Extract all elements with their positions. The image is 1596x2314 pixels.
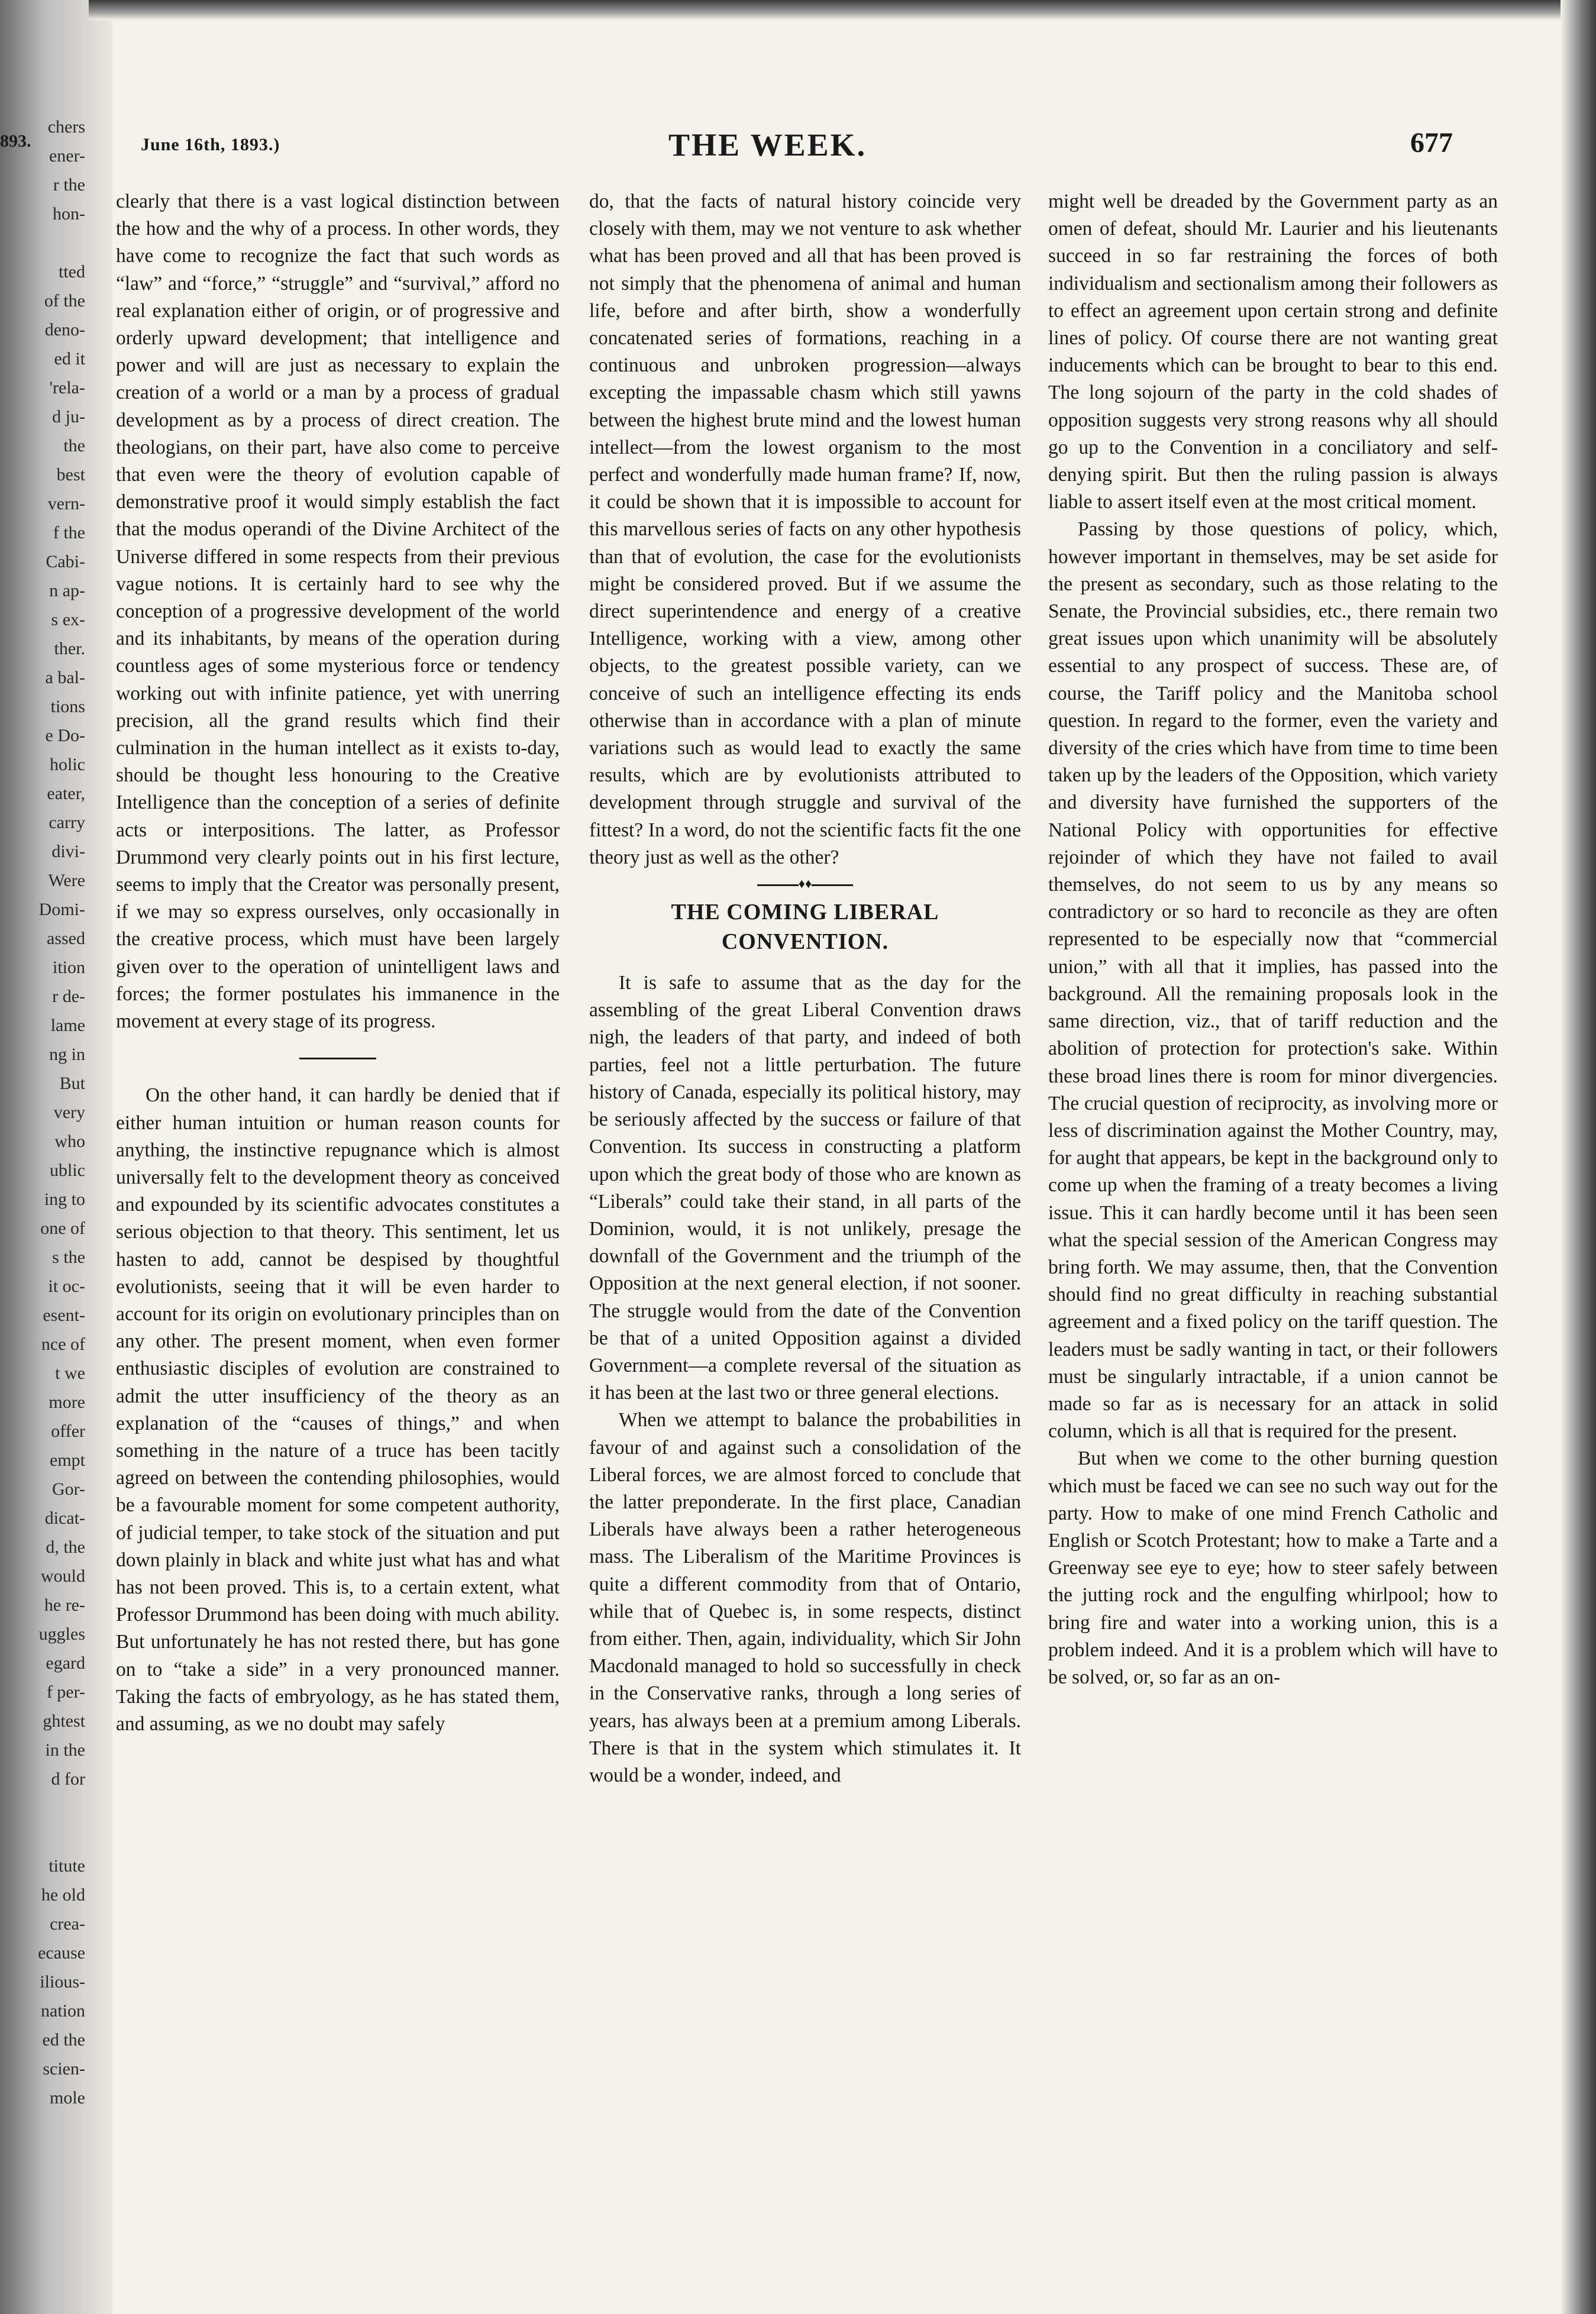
previous-page-fragment: empt [50,1450,85,1470]
previous-page-fragment: ther. [54,639,85,658]
right-page-edge [1561,0,1596,2314]
previous-page-fragment: one of [40,1219,85,1238]
previous-page-fragment: lame [50,1016,85,1035]
column-2-paragraph-top: do, that the facts of natural history coincide very closely with them, may we not venture to ask whether what has been proved and all that has been proved is not simply that the phenomena of animal and human life, before and after birth, show a wonderfully concatenated series of formations, reaching in a continuous and unbroken progression—always excepting the impassable chasm which still yawns between the highest brute mind and the lowest human intellect—from the lowest organism to the most perfect and wonderfully made human frame? If, now, it could be shown that it is impossible to account for this marvellous series of facts on any other hypothesis than that of evolution, the case for the evolutionists might be considered proved. But if we assume the direct superintendence and energy of a creative Intelligence, working with a view, among other objects, to the greatest possible variety, can we conceive of such an intelligence effecting its ends otherwise than in accordance with a plan of minute variations such as would lead to exactly the same results, which are by evolutionists attributed to development through struggle and survival of the fittest? In a word, do not the scientific facts fit the one theory just as well as the other? [589,190,1021,868]
previous-page-year: 893. [0,131,31,151]
column-2 [589,188,1021,2294]
column-1 [116,188,560,2294]
previous-page-fragment: e Do- [45,726,85,745]
top-page-edge [89,0,1596,20]
previous-page-fragment: But [59,1074,85,1093]
previous-page-fragment: t we [55,1363,85,1383]
previous-page-fragment: esent- [43,1305,85,1325]
previous-page-fragment [0,1793,89,1822]
column-3 [1048,188,1498,2294]
previous-page-fragment: who [54,1132,85,1151]
previous-page-fragment: assed [47,929,85,948]
previous-page-fragment: very [53,1103,85,1122]
previous-page-fragment [0,228,89,257]
previous-page-fragment: more [49,1392,85,1412]
previous-page-fragment: in the [45,1740,85,1760]
previous-page-fragment: f per- [46,1682,85,1702]
previous-page-fragment: eater, [47,784,85,803]
column-2-paragraph-1: It is safe to assume that as the day for the assembling of the great Liberal Convention draws nigh, the leaders of that party, and indeed of both parties, feel not a little perturbation. The future history of Canada, especially its political history, may be seriously affected by the success or failure of that Convention. Its success in constructing a platform upon which the great body of those who are known as “Liberals” could take their stand, in all parts of the Dominion, would, it is not unlikely, presage the downfall of the Government and the triumph of the Opposition at the next general election, if not sooner. The struggle would from the date of the Convention be that of a united Opposition against a divided Government—a complete reversal of the situation as it has been at the last two or three general elections. [589,972,1021,1404]
previous-page-fragment: scien- [43,2059,85,2079]
publication-title: THE WEEK. [668,127,867,163]
previous-page-fragment: f the [53,523,85,542]
previous-page-fragment: ilious- [40,1972,85,1992]
previous-page-fragment: he re- [44,1595,85,1615]
previous-page-fragment: he old [41,1885,85,1905]
previous-page-fragment: tted [59,262,85,282]
section-heading: THE COMING LIBERAL CONVENTION. [671,900,939,955]
page-number: 677 [1410,127,1453,159]
previous-page-margin [0,112,89,2301]
previous-page-fragment: r de- [52,987,85,1006]
previous-page-fragment: ghtest [43,1711,85,1731]
previous-page-fragment: ecause [38,1943,85,1963]
previous-page-fragment: ng in [49,1045,85,1064]
previous-page-fragment: chers [47,117,85,137]
previous-page-fragment: holic [50,755,85,774]
previous-page-fragment: the [63,436,85,455]
previous-page-fragment: s ex- [51,610,85,629]
previous-page-fragment: of the [44,291,85,311]
previous-page-fragment: hon- [53,204,85,224]
previous-page-fragment: tions [50,697,85,716]
previous-page-fragment: dicat- [44,1508,85,1528]
column-2-paragraph-2: When we attempt to balance the probabilities in favour of and against such a consolidation of the Liberal forces, we are almost forced to conclude that the latter preponderate. In the first place, Canadian Liberals have always been a rather heterogeneous mass. The Liberalism of the Maritime Provinces is quite a different commodity from that of Ontario, while that of Quebec is, in some respects, distinct from either. Then, again, individuality, which Sir John Macdonald managed to hold so successfully in check in the Conservative ranks, through a long series of years, has always been at a premium among Liberals. There is that in the system which stimulates it. It would be a wonder, indeed, and [589,1409,1021,1786]
previous-page-fragment: 'rela- [49,378,85,397]
previous-page-fragment: a bal- [45,668,85,687]
previous-page-fragment: divi- [51,842,85,861]
previous-page-fragment: ener- [49,146,85,166]
previous-page-fragment: s the [52,1248,85,1267]
section-rule [299,1058,376,1059]
previous-page-fragment: it oc- [48,1276,85,1296]
previous-page-fragment: Were [48,871,85,890]
previous-page-fragment: d for [51,1769,85,1789]
previous-page-fragment: uggles [38,1624,85,1644]
previous-page-fragment [0,1822,89,1851]
previous-page-fragment: Domi- [38,900,85,919]
previous-page-fragment: mole [50,2088,85,2108]
column-3-paragraph-2: Passing by those questions of policy, which, however important in themselves, may be set aside for the present as secondary, such as those relating to the Senate, the Provincial subsidies, etc., there remain two great issues upon which unanimity will be absolutely essential to any prospect of success. These are, of course, the Tariff policy and the Manitoba school question. In regard to the former, even the variety and diversity of the cries which have from time to time been taken up by the leaders of the Opposition, which variety and diversity have furnished the supporters of the National Policy with opportunities for effective rejoinder of which they have not failed to avail themselves, do not seem to us by any means so contradictory or so hard to reconcile as they are often represented to be especially now that “commercial union,” with all that it implies, has passed into the background. All the remaining proposals look in the same direction, viz., that of tariff reduction and the abolition of protection for protection's sake. Within these broad lines there is room for minor divergencies. The crucial question of reciprocity, as involving more or less of discrimination against the Mother Country, may, for aught that appears, be kept in the background only to come up when the framing of a treaty becomes a living issue. This it can hardly become until it has been seen what the special session of the American Congress may bring forth. We may assume, then, that the Convention should find no great difficulty in reaching substantial agreement and a fixed policy on the tariff question. The leaders must be sadly wanting in tact, or their followers must be singularly intractable, if a union cannot be made so far as is necessary for an attack in solid column, which is all that is required for the present. [1048,518,1498,1443]
previous-page-fragment: would [41,1566,85,1586]
previous-page-fragment: best [56,465,85,484]
previous-page-fragment: offer [51,1421,85,1441]
previous-page-fragment: titute [49,1856,85,1876]
previous-page-fragment: Gor- [51,1479,85,1499]
column-3-paragraph-1: might well be dreaded by the Government party as an omen of defeat, should Mr. Laurier and his lieutenants succeed in so far restraining the forces of both individualism and sectionalism among their followers as to effect an agreement upon certain strong and definite lines of policy. Of course there are not wanting great inducements which can be brought to bear to this end. The long sojourn of the party in the cold shades of opposition suggests very strong reasons why all should go up to the Convention in a conciliatory and self-denying spirit. But then the ruling passion is always liable to assert itself even at the most critical moment. [1048,190,1498,513]
previous-page-fragment: ing to [44,1190,85,1209]
previous-page-fragment: ed the [42,2030,85,2050]
previous-page-fragment: egard [46,1653,85,1673]
previous-page-fragment: Cabi- [46,552,85,571]
column-3-paragraph-3: But when we come to the other burning question which must be faced we can see no such way out for the party. How to make of one mind French Catholic and English or Scotch Protestant; how to make a Tarte and a Greenway see eye to eye; how to steer safely between the jutting rock and the engulfing whirlpool; how to bring fire and water into a working union, this is a problem indeed. And it is a problem which will have to be solved, or, so far as an on- [1048,1447,1498,1688]
previous-page-fragment: n ap- [49,581,85,600]
previous-page-fragment: deno- [44,320,85,340]
previous-page-fragment: vern- [47,494,85,513]
header-date: June 16th, 1893.) [141,135,280,154]
column-1-paragraph-1: clearly that there is a vast logical distinction between the how and the why of a process. In other words, they have come to recognize the fact that such words as “law” and “force,” “struggle” and “survival,” afford no real explanation either of origin, or of progressive and orderly upward development; that intelligence and power and will are just as necessary to explain the creation of a world or a man by a process of gradual development as by a process of direct creation. The theologians, on their part, have also come to perceive that even were the theory of evolution capable of demonstrative proof it would simply establish the fact that the modus operandi of the Divine Architect of the Universe differed in some respects from their previous vague notions. It is certainly hard to see why the conception of a progressive development of the world and its inhabitants, by means of the operation during countless ages of some mysterious force or tendency working out with infinite patience, yet with unerring precision, all the grand results which find their culmination in the human intellect as it exists to-day, should be thought less honouring to the Creative Intelligence than the conception of a series of definite acts or interpositions. The latter, as Professor Drummond very clearly points out in his first lecture, seems to imply that the Creator was personally present, if we may so express ourselves, only occasionally in the creative process, which must have been largely given over to the operation of unintelligent laws and forces; the former postulates his immanence in the movement at every stage of its progress. [116,190,560,1033]
previous-page-fragment: nation [41,2001,85,2021]
previous-page-fragment: crea- [50,1914,85,1934]
ornament-divider: ♦♦ [589,875,1021,893]
previous-page-fragment: r the [53,175,85,195]
column-1-paragraph-2: On the other hand, it can hardly be denied that if either human intuition or human reason counts for anything, the instinctive repugnance which is almost universally felt to the development theory as conceived and expounded by its scientific advocates constitutes a serious objection to that theory. This sentiment, let us hasten to add, cannot be despised by thoughtful evolutionists, seeing that it will be even harder to account for its origin on evolutionary principles than on any other. The present moment, when even former enthusiastic disciples of evolution are constrained to admit the utter insufficiency of the theory as an explanation of the “causes of things,” and when something in the nature of a truce has been tacitly agreed on between the contending philosophies, would be a favourable moment for some competent authority, of judicial temper, to take stock of the situation and put down plainly in black and white just what has and what has not been proved. This is, to a certain extent, what Professor Drummond has been doing with much ability. But unfortunately he has not rested there, but has gone on to “take a side” in a very pronounced manner. Taking the facts of embryology, as he has stated them, and assuming, as we no doubt may safely [116,1084,560,1735]
previous-page-fragment: ublic [50,1161,85,1180]
previous-page-fragment: nce of [41,1334,85,1354]
previous-page-fragment: ed it [54,349,85,369]
previous-page-fragment: carry [49,813,85,832]
previous-page-fragment: d ju- [52,407,85,426]
previous-page-fragment: ition [52,958,85,977]
previous-page-fragment: d, the [46,1537,85,1557]
